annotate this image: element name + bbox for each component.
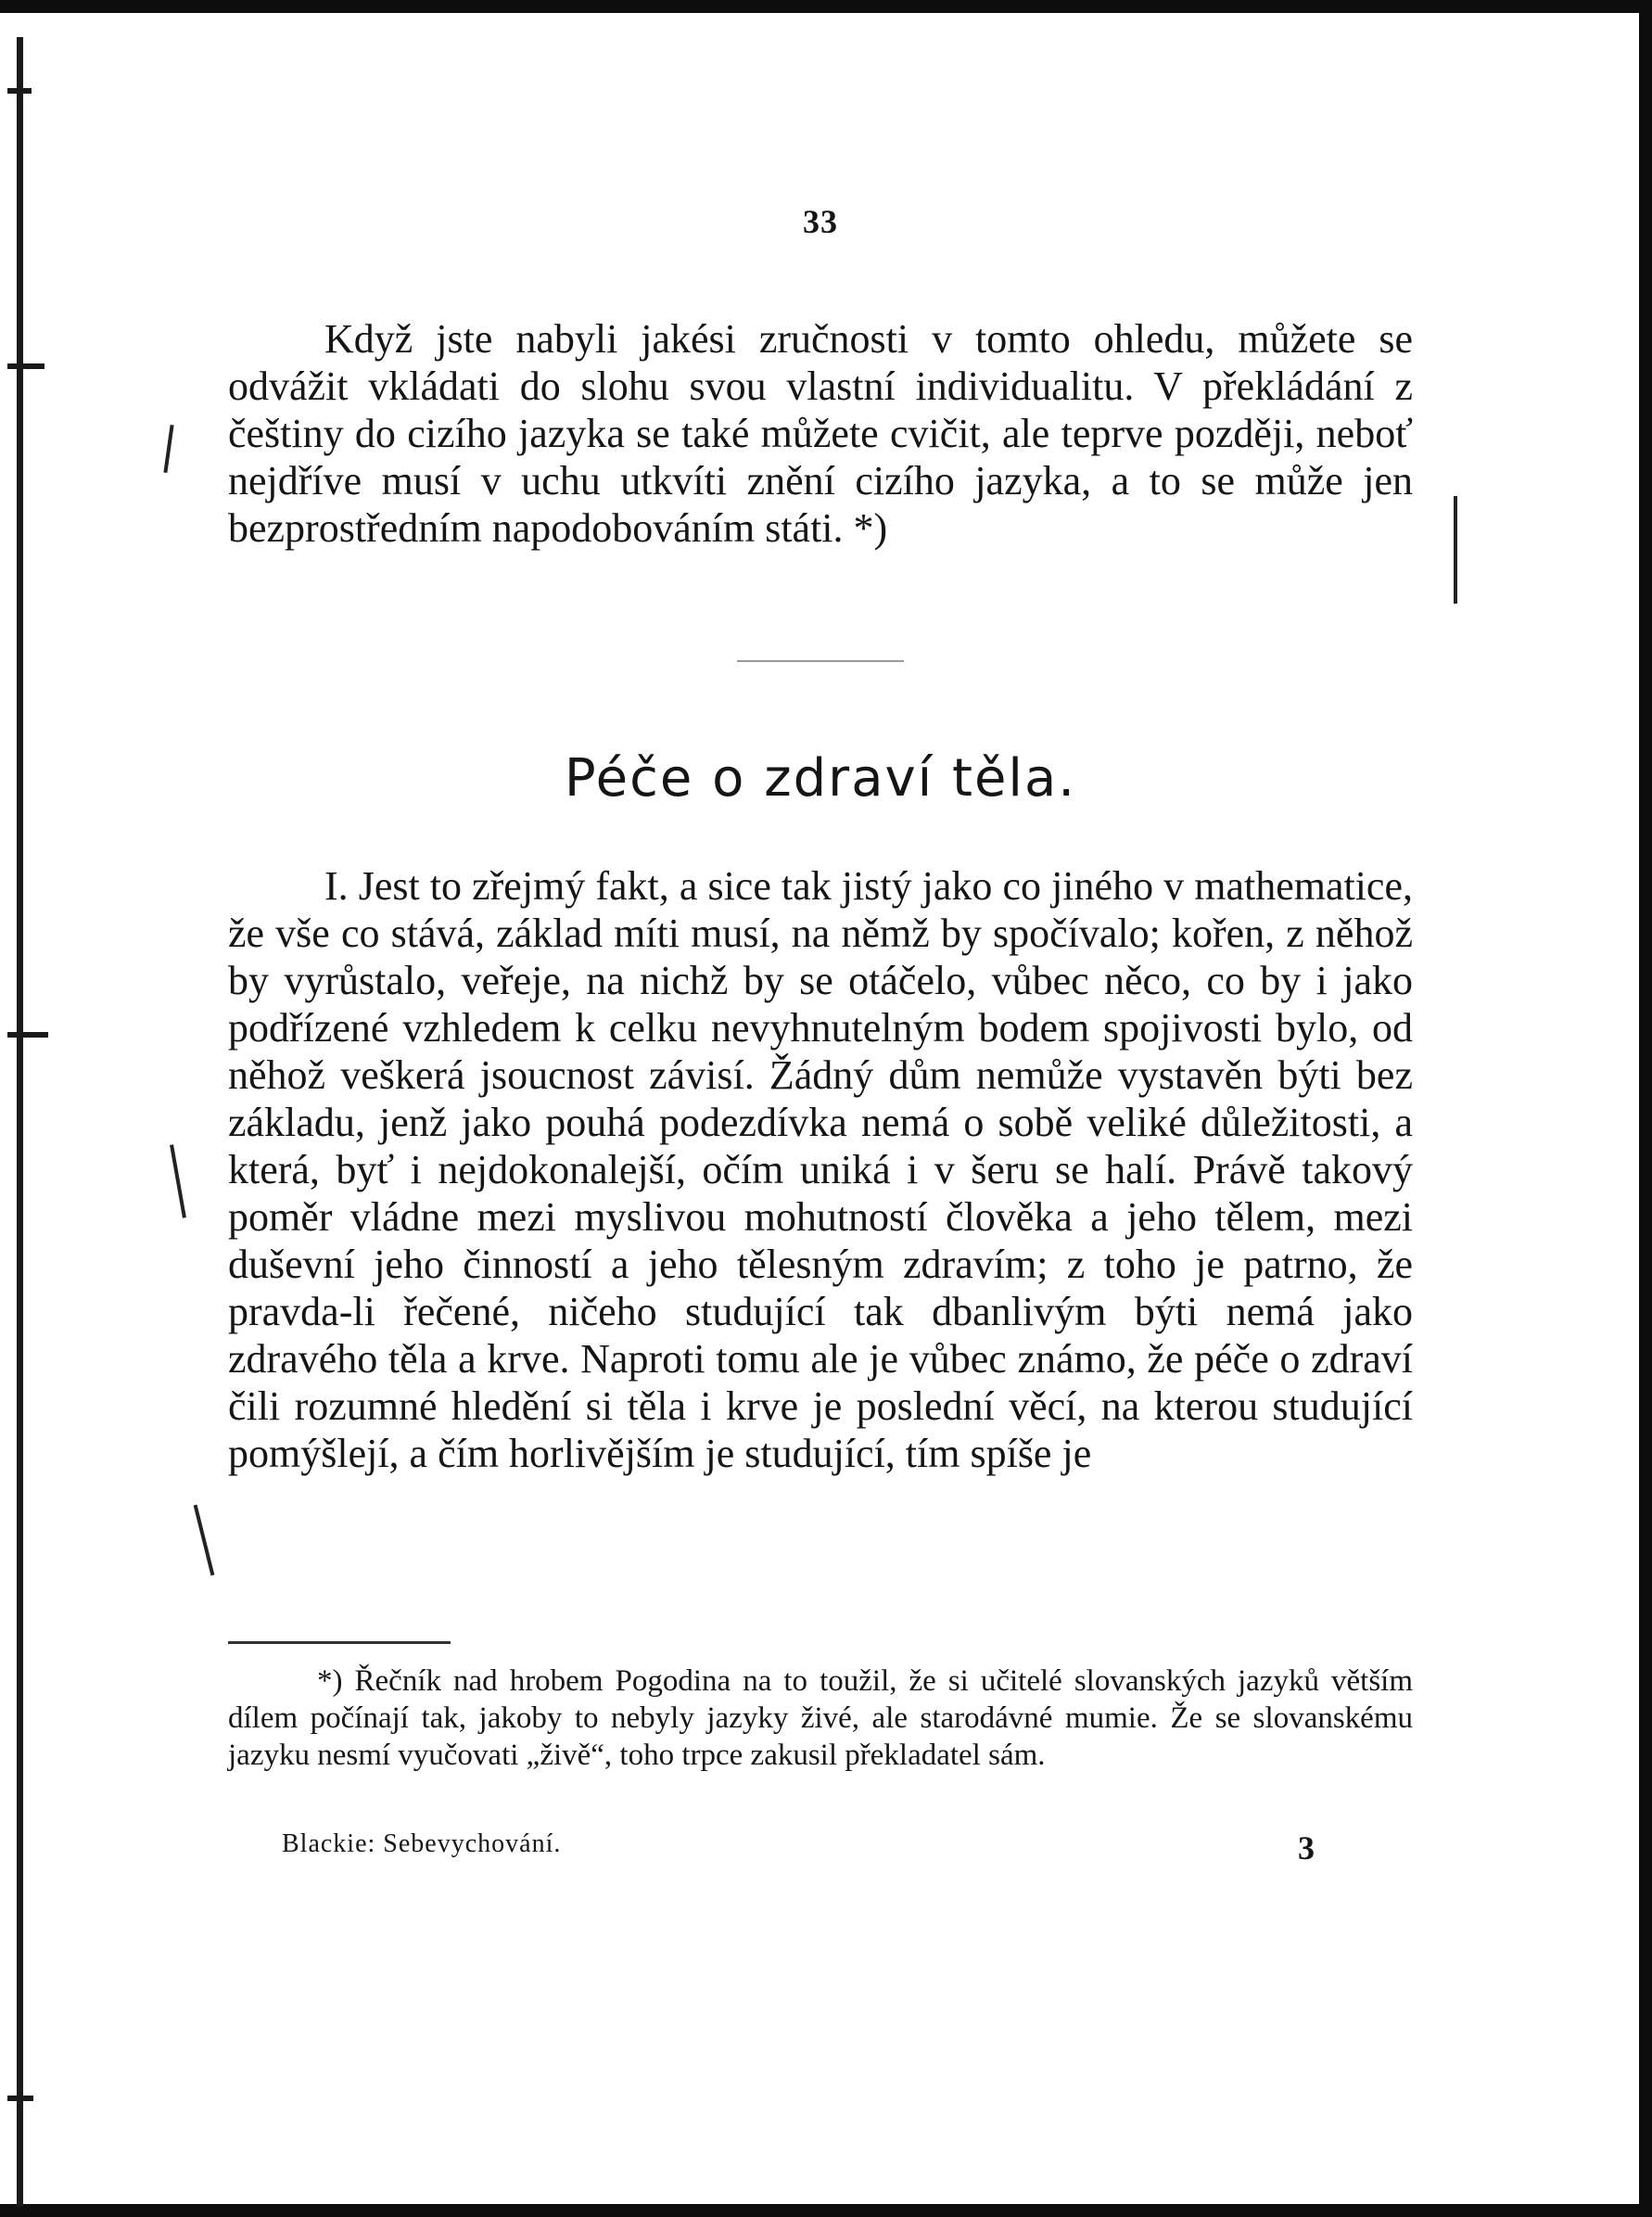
footnote: *) Řečník nad hrobem Pogodina na to toužil, že si učitelé slovanských jazyků větším dílem počínají tak, jakoby to nebyly jazyky živé, ale starodávné mumie. Že se slovanskému jazyku nesmí vyučovati „živě“, toho trpce zakusil překladatel sám.	[228, 1664, 1413, 1772]
body-paragraph: I. Jest to zřejmý fakt, a sice tak jistý jako co jiného v mathematice, že vše co stává, základ míti musí, na němž by spočívalo; kořen, z něhož by vyrůstalo, veřeje, na nichž by se otáčelo, vůbec něco, co by i jako podřízené vzhledem k celku nevyhnutelným bodem spojivosti bylo, od něhož veškerá jsoucnost závisí. Žádný dům nemůže vystavěn býti bez základu, jenž jako pouhá podezdívka nemá o sobě veliké důležitosti, a která, byť i nejdokonalejší, očím uniká i v šeru se halí. Právě takový poměr vládne mezi myslivou mohutností člověka a jeho tělem, mezi duševní jeho činností a jeho tělesným zdravím; z toho je patrno, že pravda-li řečené, ničeho studující tak dbanlivým býti nemá jako zdravého těla a krve. Naproti tomu ale je vůbec známo, že péče o zdraví čili rozumné hledění si těla i krve je poslední věcí, na kterou studující pomýšlejí, a čím horlivějším je studující, tím spíše je	[228, 863, 1413, 1476]
section-title: Péče o zdraví těla.	[564, 748, 1077, 809]
binding-tick	[7, 363, 44, 369]
binding-edge	[17, 37, 23, 2207]
sheet-number: 3	[1298, 1829, 1315, 1867]
margin-pencil-mark	[1454, 496, 1457, 604]
scan-border-bottom	[0, 2204, 1652, 2217]
binding-tick	[7, 88, 32, 94]
binding-tick	[7, 2096, 33, 2101]
sheet-signature: Blackie: Sebevychování.	[282, 1829, 562, 1858]
section-divider	[737, 660, 904, 662]
body-paragraph: Když jste nabyli jakési zručnosti v tomto ohledu, můžete se odvážit vkládati do slohu svou vlastní individualitu. V překládání z češtiny do cizího jazyka se také můžete cvičit, ale teprve později, neboť nejdříve musí v uchu utkvíti znění cizího jazyka, a to se může jen bezprostředním napodobováním státi. *)	[228, 316, 1413, 551]
margin-pencil-mark	[170, 1144, 186, 1217]
scan-border-top	[0, 0, 1652, 13]
footnote-divider	[228, 1641, 451, 1644]
margin-pencil-mark	[163, 425, 173, 473]
scan-border-right	[1639, 0, 1652, 2217]
margin-pencil-mark	[194, 1505, 215, 1576]
page-number: 33	[803, 203, 838, 240]
binding-tick	[7, 1032, 48, 1038]
